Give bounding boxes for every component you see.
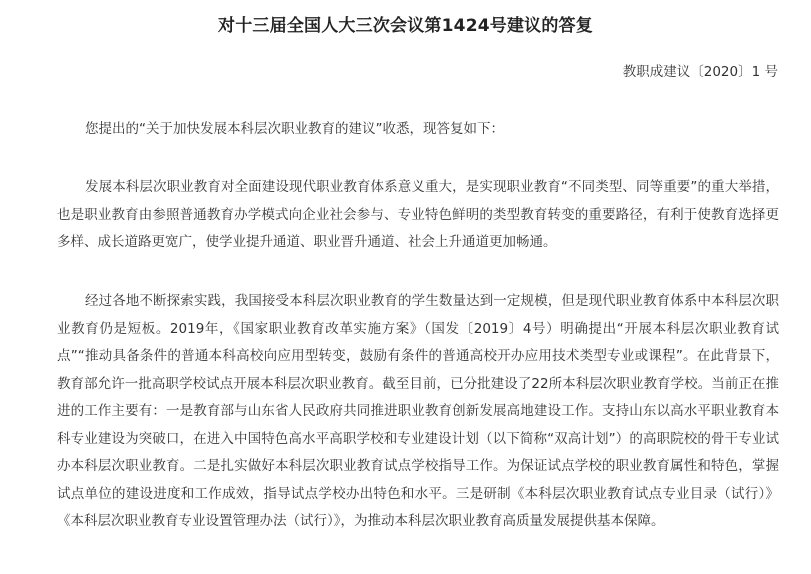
- document-title: 对十三届全国人大三次会议第1424号建议的答复: [218, 16, 593, 36]
- greeting-paragraph: 您提出的“关于加快发展本科层次职业教育的建议”收悉，现答复如下：: [85, 121, 504, 137]
- body-paragraph-2: 经过各地不断探索实践，我国接受本科层次职业教育的学生数量达到一定规模，但是现代职业教育体系中本科层次职业教育仍是短板。2019年，《国家职业教育改革实施方案》（国发〔2019〕4号）明确提出“开展本科层次职业教育试点”“推动具备条件的普通本科高校向应用型转变，鼓励有条件的普通高校开办应用技术类型专业或课程”。在此背景下，教育部允许一批高职学校试点开展本科层次职业教育。截至目前，已分批建设了22所本科层次职业教育学校。当前正在推进的工作主要有：一是教育部与山东省人民政府共同推进职业教育创新发展高地建设工作。支持山东以高水平职业教育本科专业建设为突破口，在进入中国特色高水平高职学校和专业建设计划（以下简称“双高计划”）的高职院校的骨干专业试办本科层次职业教育。二是扎实做好本科层次职业教育试点学校指导工作。为保证试点学校的职业教育属性和特色，掌握试点单位的建设进度和工作成效，指导试点学校办出特色和水平。三是研制《本科层次职业教育试点专业目录（试行）》《本科层次职业教育专业设置管理办法（试行）》，为推动本科层次职业教育高质量发展提供基本保障。: [57, 293, 779, 529]
- document-number: 教职成建议〔2020〕1 号: [622, 64, 778, 80]
- body-paragraph-1: 发展本科层次职业教育对全面建设现代职业教育体系意义重大，是实现职业教育“不同类型、同等重要”的重大举措，也是职业教育由参照普通教育办学模式向企业社会参与、专业特色鲜明的类型教育转变的重要路径，有利于使教育选择更多样、成长道路更宽广，使学业提升通道、职业晋升通道、社会上升通道更加畅通。: [57, 179, 779, 250]
